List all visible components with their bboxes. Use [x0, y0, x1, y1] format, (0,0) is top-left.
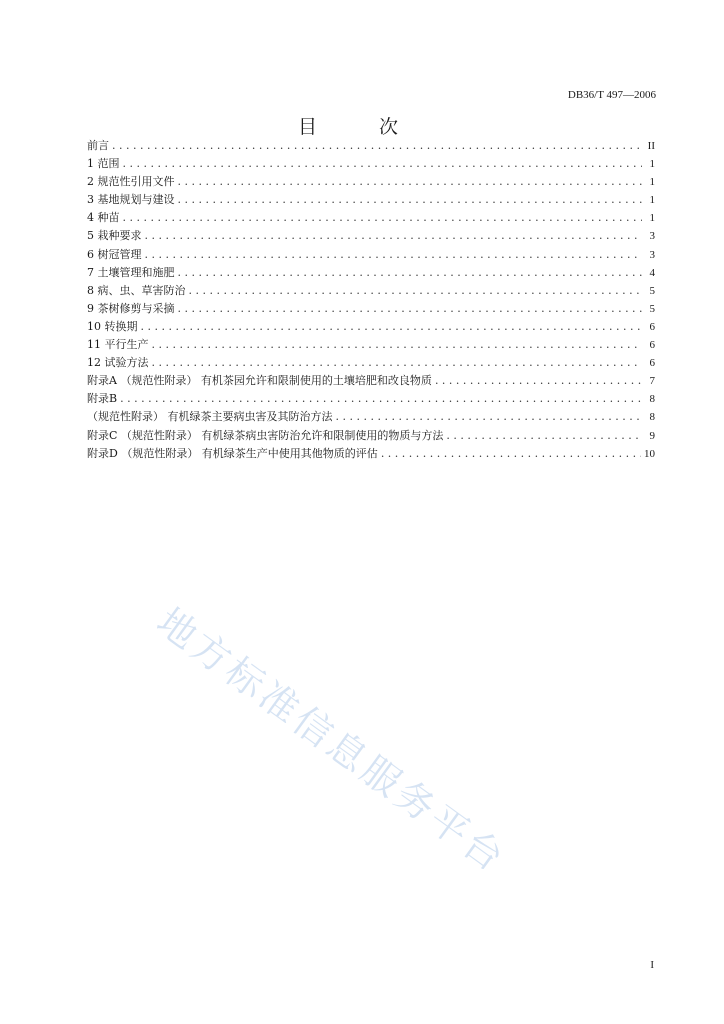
toc-entry[interactable]	[87, 445, 655, 463]
toc-entry[interactable]	[87, 354, 655, 372]
toc-entry[interactable]	[87, 173, 655, 191]
toc-dot-leader	[189, 282, 643, 300]
toc-entry[interactable]	[87, 137, 655, 155]
toc-entry-label: 7 土壤管理和施肥	[87, 265, 175, 279]
toc-entry-page: 1	[649, 158, 655, 171]
toc-entry-label: 1 范围	[87, 157, 120, 171]
toc-entry[interactable]	[87, 246, 655, 264]
toc-entry[interactable]	[87, 282, 655, 300]
toc-entry[interactable]	[87, 155, 655, 173]
watermark-text: 地方标准信息服务平台	[148, 599, 515, 882]
toc-entry-page: 3	[649, 230, 655, 243]
toc-entry-label: 2 规范性引用文件	[87, 175, 175, 189]
toc-entry[interactable]	[87, 227, 655, 245]
toc-entry-label: 前言	[87, 139, 109, 152]
toc-entry-page: 6	[649, 339, 655, 352]
toc-dot-leader	[178, 264, 643, 282]
toc-entry[interactable]	[87, 372, 655, 390]
toc-entry-page: 4	[649, 266, 655, 279]
toc-dot-leader	[178, 173, 643, 191]
toc-entry-label: 11 平行生产	[87, 338, 149, 352]
toc-dot-leader	[178, 300, 643, 318]
toc-entry-page: 6	[649, 320, 655, 333]
toc-entry[interactable]	[87, 264, 655, 282]
toc-entry-label: 12 试验方法	[87, 356, 149, 370]
toc-entry[interactable]	[87, 300, 655, 318]
toc-entry-label: 附录D （规范性附录） 有机绿茶生产中使用其他物质的评估	[87, 446, 378, 460]
toc-entry-page: 1	[649, 212, 655, 225]
toc-entry-page: 3	[649, 248, 655, 261]
toc-dot-leader	[141, 318, 643, 336]
toc-entry[interactable]	[87, 390, 655, 408]
toc-entry-label: 附录A （规范性附录） 有机茶园允许和限制使用的土壤培肥和改良物质	[87, 374, 432, 388]
toc-entry-page: 9	[649, 429, 655, 442]
toc-entry-label: 5 栽种要求	[87, 229, 142, 243]
toc-entry-page: 7	[649, 375, 655, 388]
toc-dot-leader	[435, 372, 642, 390]
toc-entry-page: 1	[649, 194, 655, 207]
toc-entry-label: 10 转换期	[87, 319, 138, 333]
toc-entry-page: 8	[649, 393, 655, 406]
toc-dot-leader	[381, 445, 641, 463]
toc-entry-label: 9 茶树修剪与采摘	[87, 301, 175, 315]
toc-entry-page: 10	[644, 447, 655, 460]
toc-entry-label: 3 基地规划与建设	[87, 193, 175, 207]
toc-entry[interactable]	[87, 408, 655, 426]
toc-dot-leader	[446, 427, 642, 445]
toc-entry-page: 8	[649, 411, 655, 424]
toc-dot-leader	[336, 408, 643, 426]
toc-dot-leader	[152, 336, 643, 354]
table-of-contents	[87, 137, 655, 463]
toc-entry[interactable]	[87, 191, 655, 209]
toc-dot-leader	[145, 246, 643, 264]
toc-dot-leader	[145, 227, 643, 245]
toc-entry-label: 4 种苗	[87, 211, 120, 225]
toc-entry[interactable]	[87, 336, 655, 354]
toc-entry[interactable]	[87, 318, 655, 336]
toc-entry-label: 6 树冠管理	[87, 247, 142, 261]
toc-dot-leader	[178, 191, 643, 209]
toc-entry[interactable]	[87, 209, 655, 227]
toc-dot-leader	[123, 155, 643, 173]
page-number: I	[650, 959, 654, 971]
toc-dot-leader	[123, 209, 643, 227]
toc-entry[interactable]	[87, 427, 655, 445]
toc-entry-page: II	[647, 140, 655, 152]
toc-entry-label: 8 病、虫、草害防治	[87, 283, 186, 297]
toc-entry-label: （规范性附录） 有机绿茶主要病虫害及其防治方法	[87, 410, 333, 424]
document-code: DB36/T 497—2006	[567, 89, 656, 101]
toc-entry-page: 5	[649, 284, 655, 297]
toc-entry-page: 1	[649, 176, 655, 189]
toc-entry-page: 6	[649, 357, 655, 370]
toc-entry-label: 附录B	[87, 392, 118, 406]
toc-dot-leader	[112, 137, 642, 155]
toc-entry-page: 5	[649, 302, 655, 315]
toc-entry-label: 附录C （规范性附录） 有机绿茶病虫害防治允许和限制使用的物质与方法	[87, 428, 444, 442]
toc-dot-leader	[152, 354, 643, 372]
toc-dot-leader	[120, 390, 642, 408]
page-title: 目 次	[297, 116, 427, 138]
